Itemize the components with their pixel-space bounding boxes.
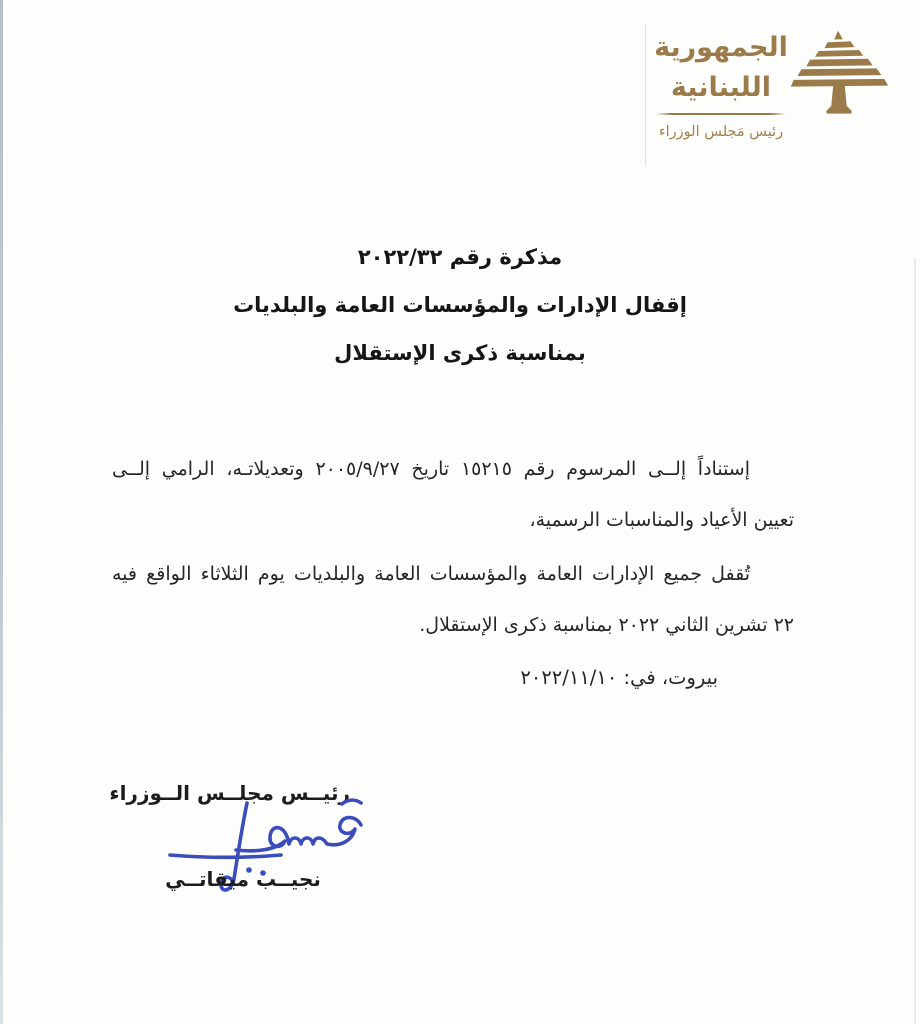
signatory-name: نجيــب ميقاتــي (165, 867, 321, 891)
republic-name-line1: الجمهورية (654, 32, 788, 63)
paragraph-line: تعيين الأعياد والمناسبات الرسمية، (529, 509, 794, 531)
paragraph-line: ٢٢ تشرين الثاني ٢٠٢٢ بمناسبة ذكرى الإستقلال. (419, 614, 794, 636)
office-title: رئيس مَجلس الوزراء (658, 124, 784, 140)
signatory-title: رئيــس مجلــس الــوزراء (109, 781, 350, 805)
republic-name-line2: اللبنانية (670, 72, 772, 103)
letterhead-text-block (646, 28, 796, 140)
date-place-line: بيروت، في: ٢٠٢٢/١١/١٠ (520, 666, 718, 689)
letterhead-rule (656, 113, 786, 115)
paragraph-closure-order (112, 549, 794, 651)
memo-subject-line: إقفال الإدارات والمؤسسات العامة والبلديات (233, 293, 687, 317)
memo-title-block (0, 233, 920, 377)
memo-occasion-line: بمناسبة ذكرى الإستقلال (334, 341, 586, 365)
lebanese-cedar-icon (786, 24, 892, 130)
paragraph-line: تُقفل جميع الإدارات العامة والمؤسسات العامة والبلديات يوم الثلاثاء الواقع فيه (112, 563, 750, 585)
scan-edge-left (0, 0, 3, 1024)
paragraph-legal-basis (112, 444, 794, 546)
memo-number-line: مذكرة رقم ٢٠٢٢/٣٢ (357, 245, 563, 269)
paragraph-line: إستناداً إلــى المرسوم رقم ١٥٢١٥ تاريخ ٢٠٠٥/٩/٢٧ وتعديلاتـه، الرامي إلــى (112, 458, 751, 480)
